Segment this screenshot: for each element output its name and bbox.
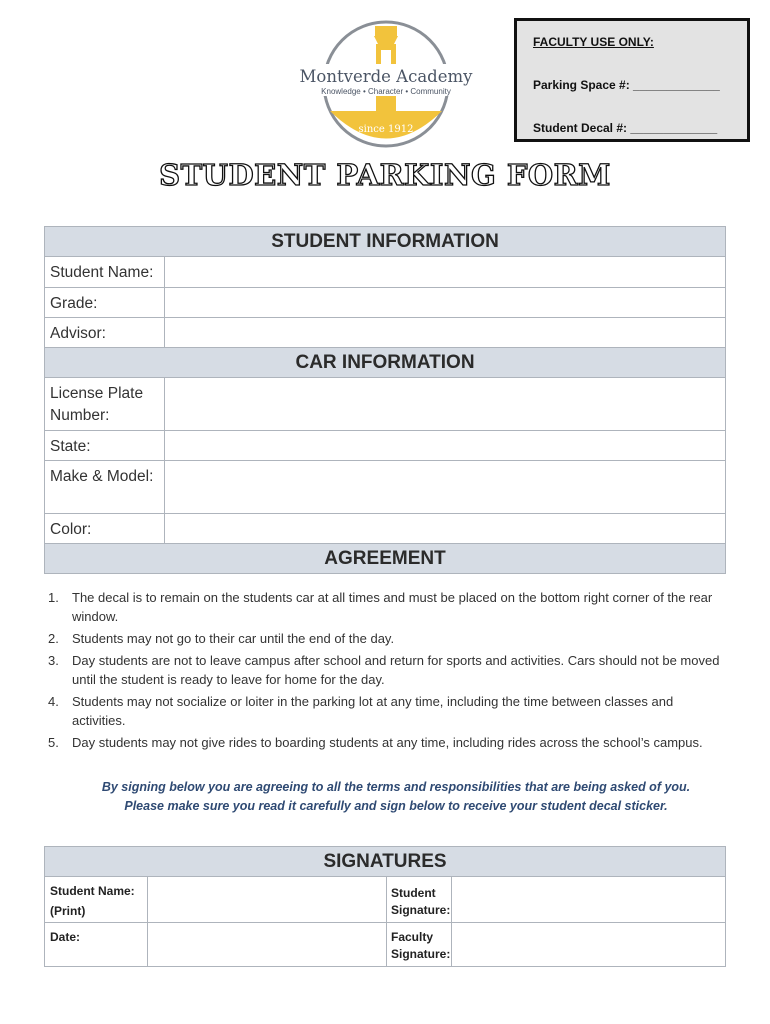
date-input[interactable] [148,923,387,967]
montverde-academy-logo [286,16,486,156]
state-input[interactable] [165,431,726,461]
signatures-table [44,846,726,967]
state-row [45,431,726,461]
student-info-heading-row [45,227,726,257]
agreement-list [48,588,724,755]
student-name-label: Student Name: [45,257,165,288]
agreement-notice [48,778,744,816]
sig-student-name-text: Student Name: [50,884,135,898]
sig-student-text: Student [391,886,436,900]
date-label: Date: [45,923,148,967]
make-model-input[interactable] [165,461,726,514]
agreement-item-number: 2. [48,631,59,646]
sig-faculty-text: Faculty [391,930,434,944]
grade-label: Grade: [45,288,165,318]
logo-tagline: Knowledge • Character • Community [321,87,451,96]
student-signature-label [387,877,452,923]
student-signature-input[interactable] [452,877,726,923]
student-car-table [44,226,726,574]
color-label: Color: [45,514,165,544]
make-model-label: Make & Model: [45,461,165,514]
agreement-item-text: Day students may not give rides to boarding students at any time, including rides across the school’s campus. [72,735,703,750]
grade-row [45,288,726,318]
sig-signature-text: Signature: [391,903,451,917]
agreement-item [48,588,724,626]
signatures-heading: SIGNATURES [45,847,726,877]
sig-print-text: (Print) [50,904,86,918]
agreement-item-number: 4. [48,694,59,709]
agreement-item-text: Day students are not to leave campus after school and return for sports and activities. Cars should not be moved until the student is ready to leave for home for the day. [72,653,720,687]
color-row [45,514,726,544]
student-name-row [45,257,726,288]
advisor-label: Advisor: [45,318,165,348]
make-model-row [45,461,726,514]
advisor-input[interactable] [165,318,726,348]
tower-top [375,26,397,36]
student-info-heading: STUDENT INFORMATION [45,227,726,257]
page-title: STUDENT PARKING FORM [159,158,611,192]
faculty-use-title: FACULTY USE ONLY: [533,35,654,49]
agreement-item [48,692,724,730]
sig-faculty-signature-text: Signature: [391,947,451,961]
student-signature-row [45,877,726,923]
agreement-heading-row [45,544,726,574]
agreement-item [48,651,724,689]
faculty-use-box [514,18,750,142]
agreement-item-number: 1. [48,590,59,605]
signatures-heading-row [45,847,726,877]
grade-input[interactable] [165,288,726,318]
agreement-item-number: 5. [48,735,59,750]
student-name-print-label [45,877,148,923]
student-name-print-input[interactable] [148,877,387,923]
color-input[interactable] [165,514,726,544]
agreement-item [48,733,724,752]
car-info-heading-row [45,348,726,378]
faculty-signature-input[interactable] [452,923,726,967]
agreement-heading: AGREEMENT [45,544,726,574]
license-plate-row [45,378,726,431]
car-info-heading: CAR INFORMATION [45,348,726,378]
agreement-item-text: The decal is to remain on the students car at all times and must be placed on the bottom right corner of the rear window. [72,590,713,624]
license-plate-input[interactable] [165,378,726,431]
advisor-row [45,318,726,348]
faculty-signature-row [45,923,726,967]
license-plate-label: License Plate Number: [45,378,165,431]
agreement-item-text: Students may not socialize or loiter in the parking lot at any time, including the time between classes and activities. [72,694,674,728]
tower-cap [374,36,398,44]
logo-graphic [286,16,486,156]
agreement-item-number: 3. [48,653,59,668]
parking-space-field[interactable]: Parking Space #: _____________ [533,78,720,92]
state-label: State: [45,431,165,461]
faculty-signature-label [387,923,452,967]
agreement-item [48,629,724,648]
agreement-item-text: Students may not go to their car until the end of the day. [72,631,395,646]
logo-since: since 1912 [358,124,414,135]
student-decal-field[interactable]: Student Decal #: _____________ [533,121,718,135]
notice-line-1: By signing below you are agreeing to all the terms and responsibilities that are being asked of you. [101,780,691,794]
logo-name: Montverde Academy [299,67,473,86]
student-name-input[interactable] [165,257,726,288]
notice-line-2: Please make sure you read it carefully and sign below to receive your student decal sticker. [124,799,668,813]
